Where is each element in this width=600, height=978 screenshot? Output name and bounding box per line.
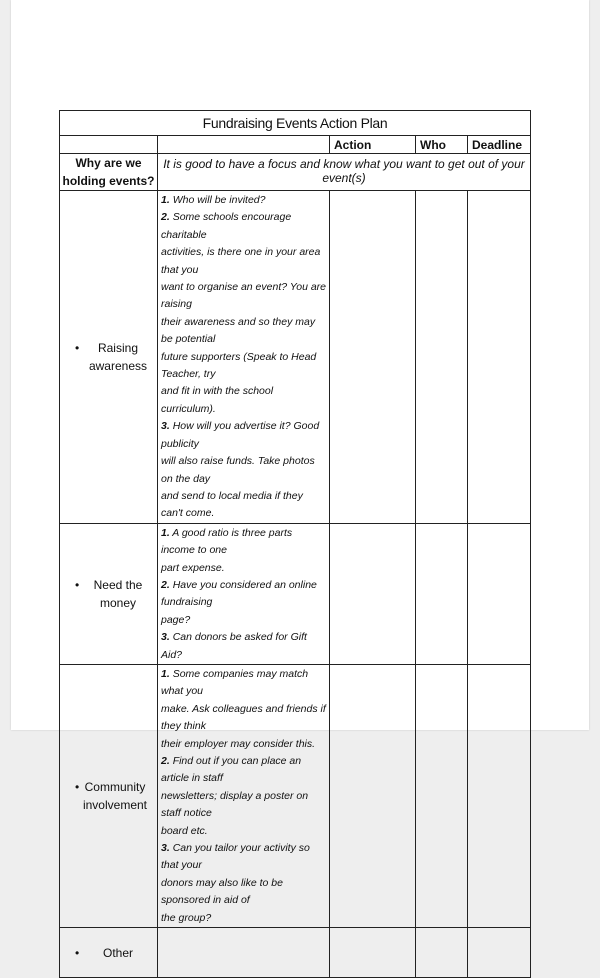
reason-item [60,778,157,814]
deadline-cell [468,664,531,927]
action-point-text: part expense. [161,561,225,574]
action-point-text: Who will be invited? [172,194,266,206]
action-point-text: How will you advertise it? Good publicity [161,420,320,450]
header-blank-cell [60,136,158,154]
action-point-line [161,736,326,753]
action-point-line [161,788,326,823]
who-cell [416,191,468,524]
action-point-text: board etc. [161,824,208,837]
action-point-line [161,612,326,629]
table-row [60,664,531,927]
reason-text [89,339,157,375]
header-action: Action [330,136,416,154]
action-points-cell [158,928,330,978]
reason-line: Raising [97,340,138,355]
deadline-cell [468,928,531,978]
table-row [60,191,531,524]
why-label-cell [60,154,158,191]
action-point-line [161,349,326,384]
action-point-text: their awareness and so they may be potential [161,315,316,346]
action-point-text: Can you tailor your activity so that your [161,842,310,872]
why-label-line1: Why are we [75,156,142,170]
action-point-number: 3. [161,420,170,433]
header-deadline: Deadline [468,136,531,154]
reason-line: money [99,595,137,610]
action-point-line [161,753,326,788]
action-point-text: and fit in with the school curriculum). [161,385,274,415]
action-point-number: 3. [161,631,170,644]
action-cell [330,664,416,927]
action-point-text: Some schools encourage charitable [161,211,292,241]
action-cell [330,191,416,524]
action-point-line [161,525,326,560]
action-cell [330,928,416,978]
action-point-line [161,560,326,577]
action-point-number: 1. [161,526,170,539]
action-point-line [161,453,326,488]
action-point-number: 1. [161,667,170,680]
reason-line: Need the [93,577,143,592]
action-point-line [161,840,326,875]
action-point-line [161,666,326,701]
bullet-icon: • [75,780,80,795]
action-cell [330,523,416,664]
reason-item [60,576,157,612]
table-title: Fundraising Events Action Plan [60,111,531,136]
reason-line: awareness [88,358,147,373]
action-point-number: 2. [161,578,170,591]
reason-cell [60,523,158,664]
why-label-line2: holding events? [62,174,155,188]
action-points-cell [158,191,330,524]
action-point-line [161,823,326,840]
action-point-text: future supporters (Speak to Head Teacher, try [161,350,317,381]
action-point-text: activities, is there one in your area that you [161,246,321,276]
reason-item [60,944,157,962]
action-point-line [161,701,326,736]
action-point-text: Find out if you can place an article in staff [161,755,302,785]
table-row [60,523,531,664]
action-point-text: make. Ask colleagues and friends if they think [161,702,326,733]
action-point-text: Have you considered an online fundraising [161,578,317,609]
who-cell [416,928,468,978]
action-point-line [161,629,326,664]
reason-text [89,576,157,612]
table-row [60,928,531,978]
action-point-line [161,383,326,418]
reason-item [60,339,157,375]
reason-cell [60,664,158,927]
action-point-text: A good ratio is three parts income to one [161,526,293,557]
bullet-icon: • [75,945,80,960]
action-plan-table [59,110,531,978]
action-point-line [161,244,326,279]
action-point-text: donors may also like to be sponsored in aid of [161,876,283,907]
action-point-number: 3. [161,842,170,855]
action-point-line [161,910,326,927]
document-page [11,0,589,960]
deadline-cell [468,191,531,524]
action-point-text: the group? [161,911,212,924]
action-point-line [161,314,326,349]
action-point-text: page? [161,613,191,626]
action-point-text: newsletters; display a poster on staff notice [161,789,309,820]
action-point-number: 2. [161,755,170,767]
action-point-line [161,577,326,612]
action-point-text: will also raise funds. Take photos on the day [161,455,315,485]
action-point-number: 1. [161,194,170,206]
action-point-line [161,418,326,453]
action-point-text: and send to local media if they can't come. [161,489,303,520]
reason-cell [60,191,158,524]
who-cell [416,664,468,927]
reason-cell [60,928,158,978]
why-text: It is good to have a focus and know what you want to get out of your event(s) [158,154,531,191]
header-who: Who [416,136,468,154]
reason-text [89,944,157,962]
who-cell [416,523,468,664]
reason-line: Community [84,780,146,795]
header-blank-cell [158,136,330,154]
reason-line: Other [102,945,133,960]
action-points-cell [158,523,330,664]
action-point-line [161,192,326,209]
action-point-line [161,875,326,910]
reason-line: involvement [82,798,147,813]
action-points-cell [158,664,330,927]
action-point-text: their employer may consider this. [161,737,316,750]
reason-text [83,778,157,814]
action-point-text: Can donors be asked for Gift Aid? [161,631,307,661]
action-point-text: Some companies may match what you [161,667,309,698]
bullet-icon: • [75,577,80,592]
action-point-line [161,209,326,244]
deadline-cell [468,523,531,664]
action-point-number: 2. [161,211,170,224]
bullet-icon: • [75,340,80,355]
action-point-text: want to organise an event? You are raising [161,281,327,311]
action-point-line [161,279,326,314]
action-point-line [161,488,326,523]
